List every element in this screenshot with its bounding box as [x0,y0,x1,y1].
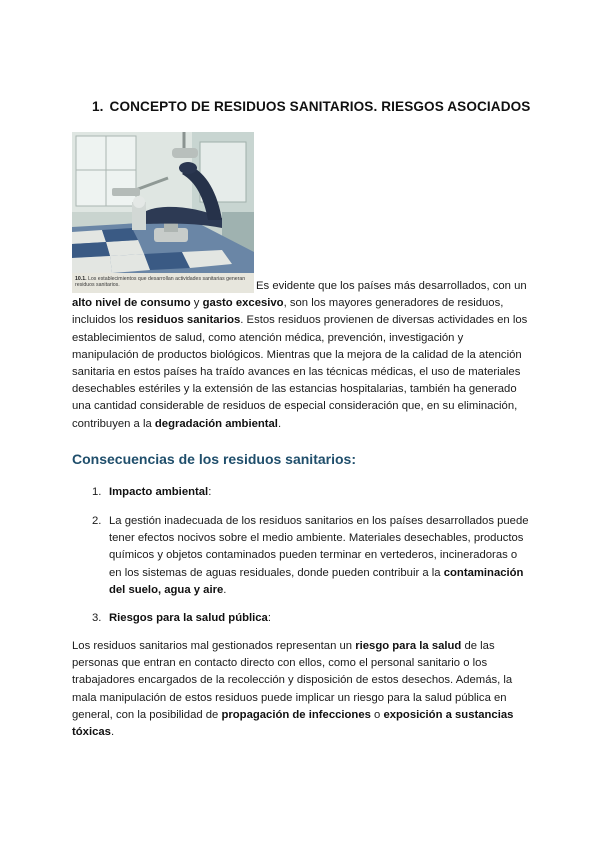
list-number: 3. [92,612,102,624]
intro-text-5: . [277,417,282,430]
intro-text-2: y [190,297,203,310]
intro-paragraph [72,278,530,433]
list-text [109,610,529,627]
closing-text-1: Los residuos sanitarios mal gestionados representan un [72,640,356,652]
section-number: 1. [92,99,104,114]
closing-bold-riesgo: riesgo para la salud [355,640,462,652]
list-text [109,513,529,599]
figure-dental-chair [72,132,254,293]
closing-text-3: o [370,708,384,721]
caption-number: 10.1. [75,276,87,282]
subheading-consecuencias: Consecuencias de los residuos sanitarios: [72,451,356,467]
closing-paragraph [72,638,530,741]
closing-bold-exposicion: exposición a sustancias tóxicas [72,708,514,739]
intro-bold-residuos: residuos sanitarios [136,314,241,327]
dental-clinic-photo [72,132,254,273]
list-text-2: . [223,583,227,596]
list-rest: : [267,612,271,624]
intro-text-1: Es evidente que los países más desarrollados, con un [256,280,527,292]
closing-text-2: de las personas que entran en contacto directo con ellos, como el personal sanitario o los trabajadores encargados de la recolección y disposición de estos desechos. Además, la mala manipulación de estos residuos puede implicar un riesgo para la salud pública en general, con la posibilidad de [72,640,513,721]
list-number: 2. [92,515,102,527]
list-text-1: La gestión inadecuada de los residuos sanitarios en los países desarrollados puede tener efectos nocivos sobre el medio ambiente. Materiales desechables, productos químicos y objetos contaminados pueden terminar en vertederos, incineradoras o en los sistemas de aguas residuales, donde pueden contribuir a la [109,515,529,579]
list-bold: Impacto ambiental [109,486,209,498]
intro-text-4: . Estos residuos provienen de diversas actividades en los establecimientos de salud, como atención médica, prevención, investigación y manipulación de productos biológicos. Mientras que la mejora de la calidad de la atención sanitaria en estos países ha traído avances en las técnicas médicas, el uso de materiales desechables estériles y la extensión de las estancias hospitalarias, también ha generado una cantidad considerable de residuos de especial consideración que, en su eliminación, contribuyen a la [72,314,528,430]
closing-bold-propagacion: propagación de infecciones [221,708,371,721]
intro-bold-gasto: gasto excesivo [202,297,284,310]
intro-bold-consumo: alto nivel de consumo [72,297,191,310]
caption-text: Los establecimientos que desarrollan actividades sanitarias generan residuos sanitarios. [75,276,246,289]
list-number: 1. [92,486,102,498]
section-title: CONCEPTO DE RESIDUOS SANITARIOS. RIESGOS ASOCIADOS [109,99,531,114]
intro-bold-degradacion: degradación ambiental [154,417,278,430]
list-text [109,484,529,501]
list-bold: contaminación del suelo, agua y aire [109,566,524,596]
closing-text-4: . [110,726,115,739]
section-heading [92,99,530,114]
list-rest: : [208,486,212,498]
list-bold: Riesgos para la salud pública [109,612,268,624]
intro-text-3: , son los mayores generadores de residuos, incluidos los [72,297,504,327]
